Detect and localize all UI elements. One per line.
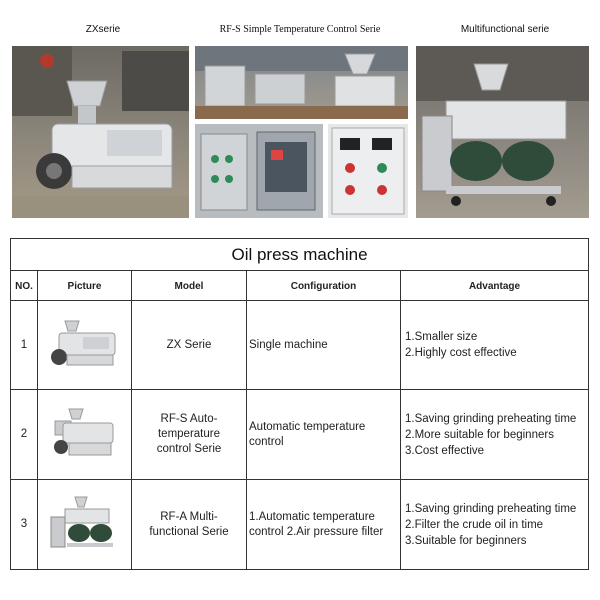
rfs-machine-thumbnail: [49, 405, 121, 465]
advantage-item: 1.Saving grinding preheating time: [405, 412, 577, 425]
table-row: [11, 390, 588, 480]
row-advantages: [401, 480, 588, 569]
advantage-item: 2.More suitable for beginners: [405, 428, 554, 441]
advantage-item: 1.Smaller size: [405, 331, 478, 343]
advantage-item: 2.Filter the crude oil in time: [405, 518, 544, 531]
row-model: RF-A Multi-functional Serie: [132, 480, 247, 569]
table-header-row: [11, 271, 588, 301]
row-configuration: Single machine: [247, 301, 401, 389]
table-row: [11, 301, 588, 390]
header-picture: Picture: [38, 271, 132, 301]
row-model: ZX Serie: [132, 301, 247, 389]
rfa-machine-thumbnail: [49, 495, 121, 555]
advantage-item: 3.Cost effective: [405, 444, 485, 457]
oil-press-table: [10, 238, 589, 570]
rfs-serie-photo-top: [195, 46, 408, 119]
advantage-item: 3.Suitable for beginners: [405, 534, 527, 547]
rfs-control-panel-photo: [328, 124, 408, 218]
rfs-control-cabinet-photo: [195, 124, 323, 218]
zx-serie-photo: [12, 46, 189, 218]
row-picture: [38, 301, 132, 389]
row-picture: [38, 390, 132, 479]
multifunctional-serie-photo: [416, 46, 589, 218]
header-configuration: Configuration: [247, 271, 401, 301]
caption-zx-serie: ZXserie: [85, 24, 121, 35]
row-number: 2: [11, 390, 38, 479]
advantage-item: 2.Highly cost effective: [405, 347, 517, 359]
zx-machine-thumbnail: [49, 315, 121, 375]
caption-multifunctional-serie: Multifunctional serie: [460, 24, 550, 35]
row-model: RF-S Auto-temperature control Serie: [132, 390, 247, 479]
row-advantages: [401, 390, 588, 479]
advantage-item: 1.Saving grinding preheating time: [405, 502, 577, 515]
row-configuration: Automatic temperature control: [247, 390, 401, 479]
header-model: Model: [132, 271, 247, 301]
table-row: [11, 480, 588, 569]
caption-rfs-serie: RF-S Simple Temperature Control Serie: [219, 24, 381, 35]
header-advantage: Advantage: [468, 280, 521, 292]
table-title: Oil press machine: [11, 239, 588, 271]
row-number: 1: [11, 301, 38, 389]
header-no: NO.: [11, 271, 38, 301]
row-number: 3: [11, 480, 38, 569]
row-advantages: [401, 301, 588, 389]
row-picture: [38, 480, 132, 569]
row-configuration: 1.Automatic temperature control 2.Air pressure filter: [247, 480, 401, 569]
